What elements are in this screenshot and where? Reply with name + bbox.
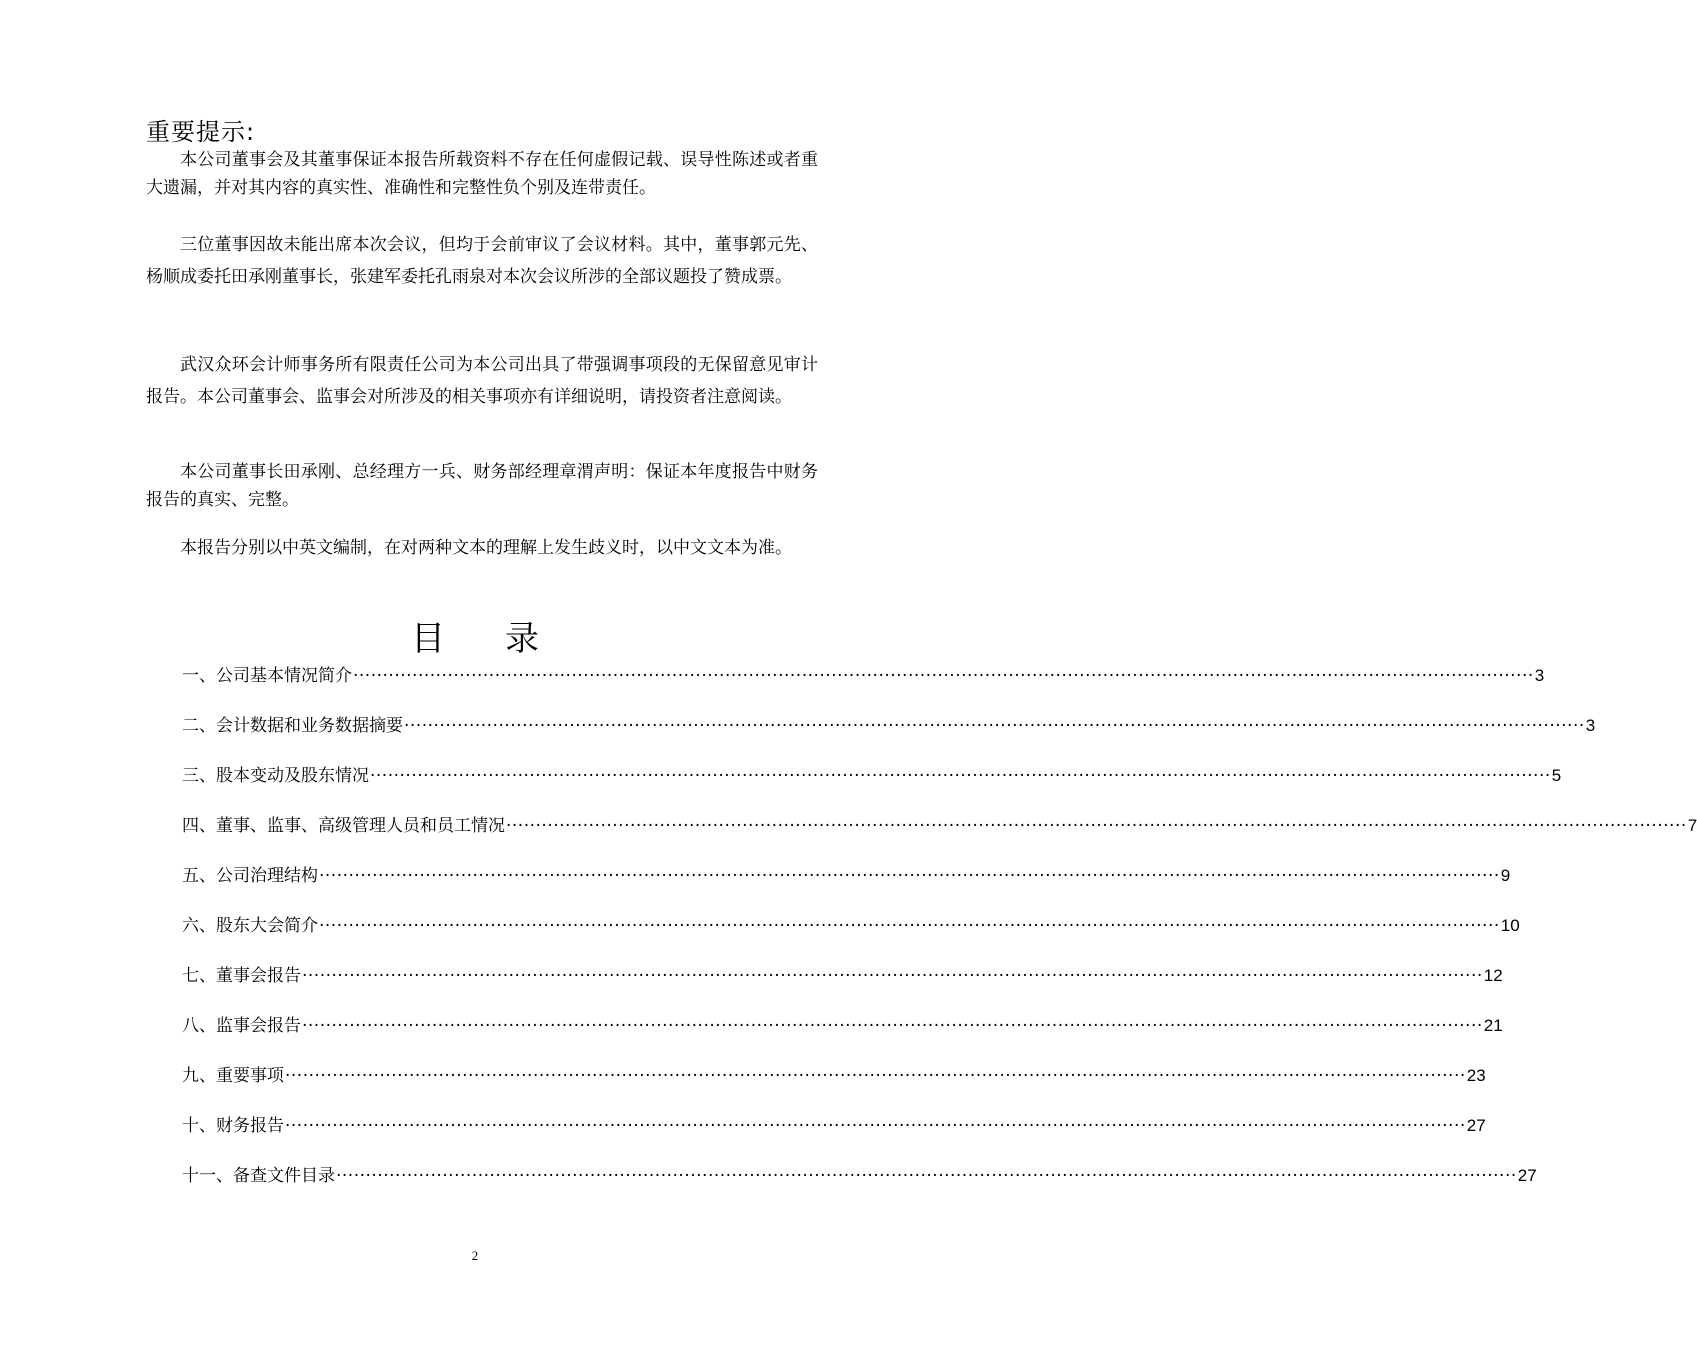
- notice-paragraph-financial-statement: 本公司董事长田承刚、总经理方一兵、财务部经理章渭声明：保证本年度报告中财务报告的真实、完整。: [146, 462, 818, 510]
- notice-paragraph-audit-opinion: 武汉众环会计师事务所有限责任公司为本公司出具了带强调事项段的无保留意见审计报告。本公司董事会、监事会对所涉及的相关事项亦有详细说明，请投资者注意阅读。: [146, 355, 818, 407]
- toc-entry[interactable]: [182, 1111, 1486, 1161]
- toc-leader-dots: ········································································································································································································: [336, 1166, 1517, 1186]
- toc-entry-label: 一、公司基本情况简介: [182, 666, 352, 686]
- toc-entry-label: 八、监事会报告: [182, 1016, 301, 1036]
- toc-entry-label: 七、董事会报告: [182, 966, 301, 986]
- toc-entry[interactable]: [182, 811, 1697, 861]
- toc-entry[interactable]: [182, 1011, 1503, 1061]
- toc-entry[interactable]: [182, 1061, 1486, 1111]
- toc-entry-label: 二、会计数据和业务数据摘要: [182, 716, 403, 736]
- toc-entry-label: 十、财务报告: [182, 1116, 284, 1136]
- toc-entry[interactable]: [182, 961, 1503, 1011]
- toc-entry-page: 7: [1687, 816, 1697, 835]
- notice-paragraph-directors-absence: 三位董事因故未能出席本次会议，但均于会前审议了会议材料。其中，董事郭元先、杨顺成委托田承刚董事长，张建军委托孔雨泉对本次会议所涉的全部议题投了赞成票。: [146, 235, 818, 287]
- toc-leader-dots: ········································································································································································································: [353, 666, 1534, 686]
- toc-entry-label: 五、公司治理结构: [182, 866, 318, 886]
- toc-leader-dots: ········································································································································································································: [370, 766, 1551, 786]
- toc-leader-dots: ········································································································································································································: [404, 716, 1585, 736]
- toc-entry[interactable]: [182, 711, 1596, 761]
- toc-leader-dots: ········································································································································································································: [302, 1016, 1483, 1036]
- toc-leader-dots: ········································································································································································································: [506, 816, 1687, 836]
- toc-entry-label: 六、股东大会简介: [182, 916, 318, 936]
- toc-leader-dots: ········································································································································································································: [285, 1116, 1466, 1136]
- toc-entry[interactable]: [182, 861, 1511, 911]
- toc-title: 目录: [411, 619, 599, 659]
- toc-entry-page: 9: [1500, 866, 1511, 885]
- toc-entry-page: 12: [1483, 966, 1503, 985]
- notice-paragraph-responsibility: 本公司董事会及其董事保证本报告所载资料不存在任何虚假记载、误导性陈述或者重大遗漏，并对其内容的真实性、准确性和完整性负个别及连带责任。: [146, 150, 818, 198]
- toc-entry[interactable]: [182, 761, 1562, 811]
- toc-entry[interactable]: [182, 1161, 1537, 1211]
- toc-entry-page: 3: [1585, 716, 1596, 735]
- notice-paragraph-language: 本报告分别以中英文编制，在对两种文本的理解上发生歧义时，以中文文本为准。: [180, 538, 792, 558]
- toc-entry-label: 十一、备查文件目录: [182, 1166, 335, 1186]
- toc-entry-page: 3: [1534, 666, 1545, 685]
- toc-entry-label: 三、股本变动及股东情况: [182, 766, 369, 786]
- toc-leader-dots: ········································································································································································································: [319, 916, 1500, 936]
- page-number: 2: [471, 1248, 479, 1263]
- toc-leader-dots: ········································································································································································································: [302, 966, 1483, 986]
- table-of-contents: [182, 661, 1697, 1211]
- toc-entry-page: 5: [1551, 766, 1562, 785]
- toc-entry-page: 10: [1500, 916, 1520, 935]
- toc-entry-page: 23: [1466, 1066, 1486, 1085]
- toc-entry[interactable]: [182, 661, 1545, 711]
- toc-leader-dots: ········································································································································································································: [319, 866, 1500, 886]
- toc-entry-label: 九、重要事项: [182, 1066, 284, 1086]
- toc-entry-page: 27: [1517, 1166, 1537, 1185]
- toc-entry-label: 四、董事、监事、高级管理人员和员工情况: [182, 816, 505, 836]
- toc-entry-page: 27: [1466, 1116, 1486, 1135]
- toc-entry[interactable]: [182, 911, 1520, 961]
- toc-entry-page: 21: [1483, 1016, 1503, 1035]
- toc-leader-dots: ········································································································································································································: [285, 1066, 1466, 1086]
- notice-heading: 重要提示:: [146, 118, 256, 146]
